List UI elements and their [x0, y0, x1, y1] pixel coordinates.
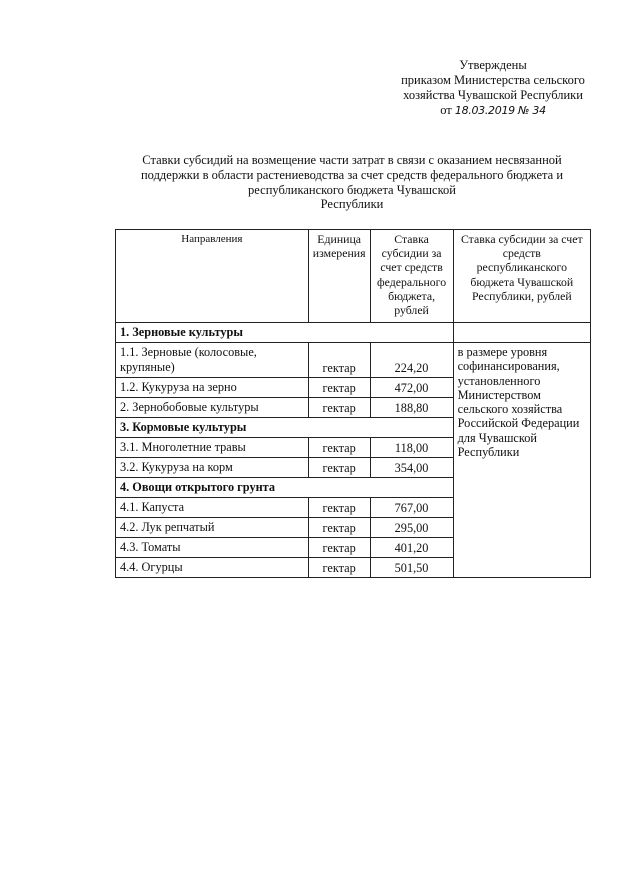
- row-name: 4.4. Огурцы: [116, 558, 309, 578]
- subsidy-rates-table: [115, 229, 591, 578]
- row-federal-rate: 118,00: [370, 438, 453, 458]
- row-unit: гектар: [308, 498, 370, 518]
- row-name: 3.2. Кукуруза на корм: [116, 458, 309, 478]
- approval-date-line: [386, 103, 600, 118]
- row-name: 3.1. Многолетние травы: [116, 438, 309, 458]
- row-federal-rate: 224,20: [370, 343, 453, 378]
- row-name: 1.1. Зерновые (колосовые, крупяные): [116, 343, 309, 378]
- header-republic: Ставка субсидии за счет средств республиканского бюджета Чувашской Республики, рублей: [453, 230, 590, 323]
- row-unit: гектар: [308, 558, 370, 578]
- row-unit: гектар: [308, 398, 370, 418]
- title-line-1: Ставки субсидий на возмещение части затрат в связи с оказанием несвязанной: [142, 153, 562, 167]
- row-name: 4.3. Томаты: [116, 538, 309, 558]
- row-unit: гектар: [308, 438, 370, 458]
- approval-line-2: приказом Министерства сельского: [401, 73, 585, 87]
- row-name: 4.1. Капуста: [116, 498, 309, 518]
- row-unit: гектар: [308, 378, 370, 398]
- approval-line-3: хозяйства Чувашской Республики: [403, 88, 583, 102]
- republic-rate-note: в размере уровня софинансирования, установленного Министерством сельского хозяйства Российской Федерации для Чувашской Республики: [453, 343, 590, 578]
- approval-date-prefix: от: [440, 103, 452, 117]
- section-title: 4. Овощи открытого грунта: [116, 478, 454, 498]
- row-federal-rate: 354,00: [370, 458, 453, 478]
- row-federal-rate: 501,50: [370, 558, 453, 578]
- row-unit: гектар: [308, 458, 370, 478]
- row-name: 1.2. Кукуруза на зерно: [116, 378, 309, 398]
- table-header-row: [116, 230, 591, 323]
- document-title: [112, 153, 592, 212]
- row-federal-rate: 401,20: [370, 538, 453, 558]
- approval-block: [386, 58, 600, 118]
- row-unit: гектар: [308, 343, 370, 378]
- header-unit: Единица измерения: [308, 230, 370, 323]
- title-line-4: Республики: [320, 197, 384, 212]
- title-line-2: поддержки в области растениеводства за счет средств федерального бюджета и: [140, 167, 564, 182]
- approval-date-handwritten: 18.03.2019 № 34: [454, 104, 546, 117]
- row-name: 4.2. Лук репчатый: [116, 518, 309, 538]
- approval-line-1: Утверждены: [459, 58, 527, 72]
- section-title: 1. Зерновые культуры: [116, 323, 454, 343]
- row-federal-rate: 188,80: [370, 398, 453, 418]
- table-row: [116, 343, 591, 378]
- title-line-3: республиканского бюджета Чувашской: [248, 182, 456, 197]
- header-federal: Ставка субсидии за счет средств федерального бюджета, рублей: [370, 230, 453, 323]
- row-federal-rate: 295,00: [370, 518, 453, 538]
- section-title: 3. Кормовые культуры: [116, 418, 454, 438]
- row-federal-rate: 472,00: [370, 378, 453, 398]
- table-row: [116, 323, 591, 343]
- row-unit: гектар: [308, 518, 370, 538]
- row-unit: гектар: [308, 538, 370, 558]
- header-direction: Направления: [116, 230, 309, 323]
- row-federal-rate: 767,00: [370, 498, 453, 518]
- row-name: 2. Зернобобовые культуры: [116, 398, 309, 418]
- republic-empty-cell: [453, 323, 590, 343]
